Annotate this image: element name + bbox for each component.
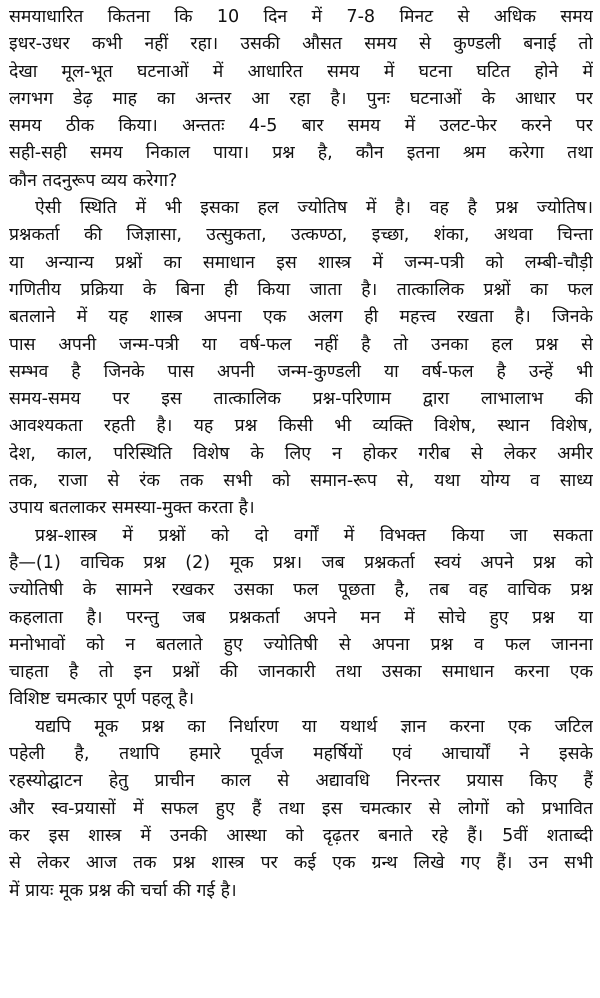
text-line: यद्यपि मूक प्रश्न का निर्धारण या यथार्थ ज्ञान करना एक जटिल: [35, 716, 593, 737]
text-line: मनोभावों को न बतलाते हुए ज्योतिषी से अपना प्रश्न व फल जानना: [9, 634, 593, 655]
text-line: लगभग डेढ़ माह का अन्तर आ रहा है। पुनः घटनाओं के आधार पर: [9, 88, 593, 109]
text-line: या अन्यान्य प्रश्नों का समाधान इस शास्त्र में जन्म-पत्री को लम्बी-चौड़ी: [9, 252, 593, 273]
paragraph: [9, 4, 593, 195]
text-line: और स्व-प्रयासों में सफल हुए हैं तथा इस चमत्कार से लोगों को प्रभावित: [9, 798, 593, 819]
text-line: देखा मूल-भूत घटनाओं में आधारित समय में घटना घटित होने में: [9, 61, 593, 82]
text-line: कौन तदनुरूप व्यय करेगा?: [9, 170, 178, 191]
text-line: चाहता है तो इन प्रश्नों की जानकारी तथा उसका समाधान करना एक: [9, 662, 593, 683]
text-line: उपाय बतलाकर समस्या-मुक्त करता है।: [9, 498, 255, 519]
text-line: इधर-उधर कभी नहीं रहा। उसकी औसत समय से कुण्डली बनाई तो: [9, 34, 593, 55]
text-line: बतलाने में यह शास्त्र अपना एक अलग ही महत्त्व रखता है। जिनके: [9, 307, 593, 328]
paragraph: [9, 195, 593, 523]
text-line: आवश्यकता रहती है। यह प्रश्न किसी भी व्यक्ति विशेष, स्थान विशेष,: [9, 416, 593, 437]
text-line: है—(1) वाचिक प्रश्न (2) मूक प्रश्न। जब प्रश्नकर्ता स्वयं अपने प्रश्न को: [9, 552, 593, 573]
text-line: प्रश्न-शास्त्र में प्रश्नों को दो वर्गों में विभक्त किया जा सकता: [35, 525, 593, 546]
text-line: कहलाता है। परन्तु जब प्रश्नकर्ता अपने मन में सोचे हुए प्रश्न या: [9, 607, 593, 628]
text-line: से लेकर आज तक प्रश्न शास्त्र पर कई एक ग्रन्थ लिखे गए हैं। उन सभी: [9, 853, 593, 874]
text-line: तक, राजा से रंक तक सभी को समान-रूप से, यथा योग्य व साध्य: [9, 471, 593, 492]
text-line: पास अपनी जन्म-पत्री या वर्ष-फल नहीं है तो उनका हल प्रश्न से: [9, 334, 593, 355]
text-line: ऐसी स्थिति में भी इसका हल ज्योतिष में है। वह है प्रश्न ज्योतिष।: [35, 198, 593, 219]
text-line: देश, काल, परिस्थिति विशेष के लिए न होकर गरीब से लेकर अमीर: [9, 443, 593, 464]
text-line: ज्योतिषी के सामने रखकर उसका फल पूछता है, तब वह वाचिक प्रश्न: [9, 580, 593, 601]
text-line: विशिष्ट चमत्कार पूर्ण पहलू है।: [9, 689, 195, 710]
text-line: समय ठीक किया। अन्ततः 4-5 बार समय में उलट-फेर करने पर: [9, 116, 593, 137]
text-line: सही-सही समय निकाल पाया। प्रश्न है, कौन इतना श्रम करेगा तथा: [9, 143, 593, 164]
paragraph: [9, 714, 593, 905]
text-line: सम्भव है जिनके पास अपनी जन्म-कुण्डली या वर्ष-फल है उन्हें भी: [9, 361, 593, 382]
document-page: [0, 4, 600, 998]
text-line: समयाधारित कितना कि 10 दिन में 7-8 मिनट से अधिक समय: [9, 7, 593, 27]
text-line: गणितीय प्रक्रिया के बिना ही किया जाता है। तात्कालिक प्रश्नों का फल: [9, 279, 593, 300]
text-line: पहेली है, तथापि हमारे पूर्वज महर्षियों एवं आचार्यों ने इसके: [9, 744, 593, 765]
text-line: कर इस शास्त्र में उनकी आस्था को दृढ़तर बनाते रहे हैं। 5वीं शताब्दी: [9, 825, 593, 846]
paragraph: [9, 523, 593, 714]
text-line: समय-समय पर इस तात्कालिक प्रश्न-परिणाम द्वारा लाभालाभ की: [9, 389, 593, 410]
text-line: रहस्योद्घाटन हेतु प्राचीन काल से अद्यावधि निरन्तर प्रयास किए हैं: [9, 771, 593, 792]
text-line: प्रश्नकर्ता की जिज्ञासा, उत्सुकता, उत्कण्ठा, इच्छा, शंका, अथवा चिन्ता: [9, 225, 593, 246]
text-line: में प्रायः मूक प्रश्न की चर्चा की गई है।: [9, 880, 237, 901]
